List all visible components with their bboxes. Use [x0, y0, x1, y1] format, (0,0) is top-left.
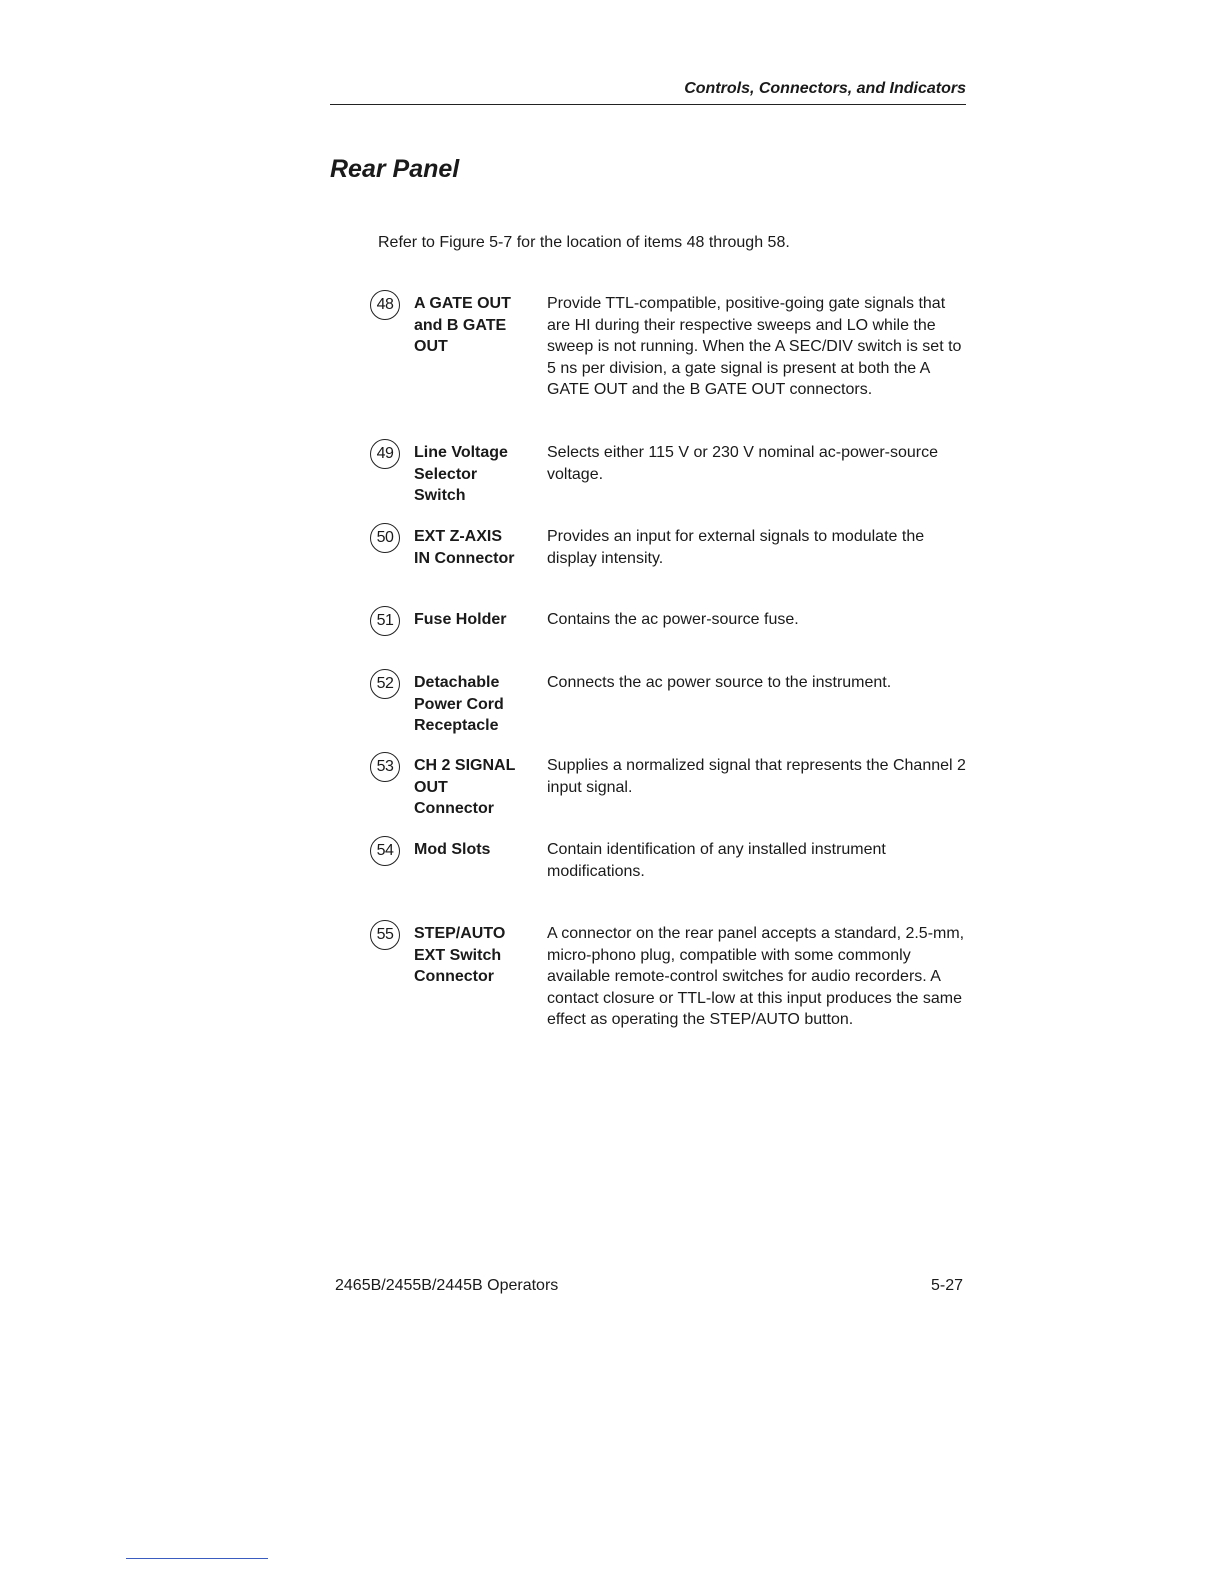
item-number-badge: 48	[370, 290, 400, 320]
item-description: Provide TTL-compatible, positive-going gate signals that are HI during their respective sweeps and LO while the sweep is not running. When the A SEC/DIV switch is set to 5 ns per division, a gate signal is present at both the A GATE OUT and the B GATE OUT connectors.	[547, 295, 962, 398]
item-number-badge: 49	[370, 439, 400, 469]
item-number-badge: 51	[370, 606, 400, 636]
item-term: Line Voltage Selector Switch	[414, 444, 508, 504]
item-description: Contains the ac power-source fuse.	[547, 611, 799, 628]
section-title: Rear Panel	[330, 155, 460, 183]
item-description: A connector on the rear panel accepts a standard, 2.5-mm, micro-phono plug, compatible with some commonly available remote-control switches for audio recorders. A contact closure or TTL-low at this input produces the same effect as operating the STEP/AUTO button.	[547, 925, 965, 1028]
item-description: Contain identification of any installed instrument modifications.	[547, 841, 886, 880]
item-number-badge: 52	[370, 669, 400, 699]
running-header: Controls, Connectors, and Indicators	[330, 80, 966, 105]
item-description: Provides an input for external signals to modulate the display intensity.	[547, 528, 925, 567]
item-term: Mod Slots	[414, 841, 491, 858]
footer-manual-title: 2465B/2455B/2445B Operators	[335, 1277, 559, 1294]
item-number-badge: 53	[370, 752, 400, 782]
item-term: Fuse Holder	[414, 611, 507, 628]
item-description: Supplies a normalized signal that represents the Channel 2 input signal.	[547, 757, 966, 796]
item-number-badge: 54	[370, 836, 400, 866]
item-term: A GATE OUT and B GATE OUT	[414, 295, 511, 355]
item-number-badge: 50	[370, 523, 400, 553]
item-description: Selects either 115 V or 230 V nominal ac-power-source voltage.	[547, 444, 939, 483]
item-term: Detachable Power Cord Receptacle	[414, 674, 504, 734]
item-term: STEP/AUTO EXT Switch Connector	[414, 925, 506, 985]
item-term: CH 2 SIGNAL OUT Connector	[414, 757, 516, 817]
bottom-divider	[126, 1558, 268, 1559]
item-term: EXT Z-AXIS IN Connector	[414, 528, 515, 567]
item-description: Connects the ac power source to the instrument.	[547, 674, 892, 691]
intro-paragraph: Refer to Figure 5-7 for the location of items 48 through 58.	[378, 234, 790, 251]
footer-page-number: 5-27	[930, 1277, 963, 1294]
item-number-badge: 55	[370, 920, 400, 950]
